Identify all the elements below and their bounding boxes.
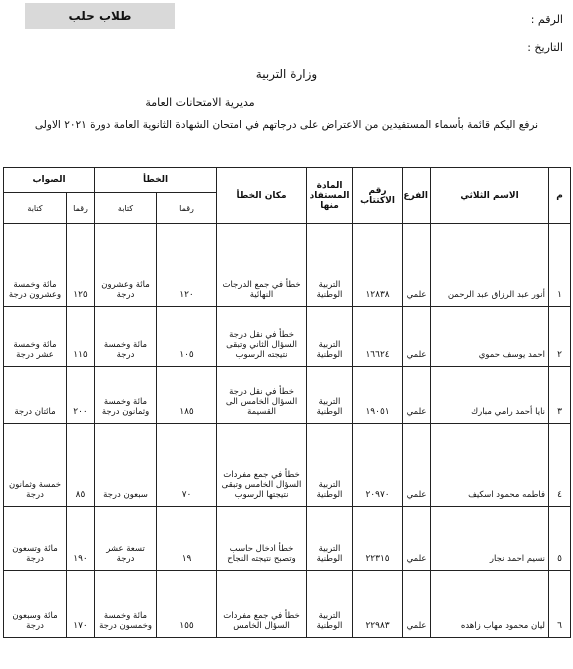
row-exam-number: ٢٢٣١٥ (353, 507, 403, 571)
row-correct-num: ١١٥ (67, 307, 95, 367)
row-wrong-num: ٧٠ (157, 424, 217, 507)
results-table (3, 167, 571, 638)
row-name: احمد يوسف حموي (431, 307, 549, 367)
date-label: التاريخ : (527, 41, 563, 54)
table-row (4, 424, 571, 507)
row-error-place: خطأ في جمع الدرجات النهائية (217, 224, 307, 307)
header-name: الاسم الثلاثي (431, 168, 549, 224)
row-index: ٣ (549, 367, 571, 424)
row-branch: علمي (403, 507, 431, 571)
header-correct: الصواب (4, 168, 95, 193)
row-correct-words: مائة وتسعون درجة (4, 507, 67, 571)
table-row (4, 507, 571, 571)
row-index: ٦ (549, 571, 571, 638)
header-subject: المادة المستفاد منها (307, 168, 353, 224)
row-exam-number: ١٦٦٢٤ (353, 307, 403, 367)
header-error-place: مكان الخطأ (217, 168, 307, 224)
reference-number-label: الرقم : (530, 13, 563, 26)
row-correct-words: مائة وسبعون درجة (4, 571, 67, 638)
ministry-title: وزارة التربية (255, 67, 318, 81)
row-error-place: خطأ ادخال حاسب وتصبح نتيجته النجاح (217, 507, 307, 571)
row-correct-words: مائتان درجة (4, 367, 67, 424)
row-correct-num: ٨٥ (67, 424, 95, 507)
row-wrong-words: مائة وخمسة وخمسون درجة (95, 571, 157, 638)
table-row (4, 571, 571, 638)
row-wrong-num: ١٢٠ (157, 224, 217, 307)
row-wrong-words: مائة وخمسة وثمانون درجة (95, 367, 157, 424)
header-wrong: الخطأ (95, 168, 217, 193)
row-name: أنور عبد الرزاق عبد الرحمن (431, 224, 549, 307)
row-index: ٥ (549, 507, 571, 571)
row-subject: التربية الوطنية (307, 507, 353, 571)
table-row (4, 224, 571, 307)
row-wrong-num: ١٩ (157, 507, 217, 571)
row-branch: علمي (403, 367, 431, 424)
row-correct-words: مائة وخمسة عشر درجة (4, 307, 67, 367)
row-wrong-num: ١٨٥ (157, 367, 217, 424)
row-subject: التربية الوطنية (307, 424, 353, 507)
row-exam-number: ١٩٠٥١ (353, 367, 403, 424)
table-row (4, 307, 571, 367)
row-correct-num: ١٧٠ (67, 571, 95, 638)
row-error-place: خطأ في جمع مفردات السؤال الخامس (217, 571, 307, 638)
row-error-place: خطأ في نقل درجة السؤال الخامس الى القسيمة (217, 367, 307, 424)
notice-text: نرفع اليكم قائمة بأسماء المستفيدين من الاعتراض على درجاتهم في امتحان الشهادة الثانوية العامة دورة ٢٠٢١ الاولى (34, 119, 539, 131)
row-correct-words: مائة وخمسة وعشرون درجة (4, 224, 67, 307)
row-wrong-num: ١٥٥ (157, 571, 217, 638)
row-name: نايا أحمد رامي مبارك (431, 367, 549, 424)
row-wrong-words: سبعون درجة (95, 424, 157, 507)
row-index: ١ (549, 224, 571, 307)
row-name: ليان محمود مهاب زاهده (431, 571, 549, 638)
row-correct-num: ٢٠٠ (67, 367, 95, 424)
header-wrong-num: رقما (157, 193, 217, 224)
header-wrong-words: كتابة (95, 193, 157, 224)
header-correct-words: كتابة (4, 193, 67, 224)
row-wrong-words: مائة وخمسة درجة (95, 307, 157, 367)
header-index: م (549, 168, 571, 224)
row-wrong-num: ١٠٥ (157, 307, 217, 367)
row-branch: علمي (403, 224, 431, 307)
row-correct-num: ١٢٥ (67, 224, 95, 307)
row-subject: التربية الوطنية (307, 367, 353, 424)
row-name: فاطمه محمود اسكيف (431, 424, 549, 507)
row-subject: التربية الوطنية (307, 224, 353, 307)
header-branch: الفرع (403, 168, 431, 224)
row-exam-number: ٢٢٩٨٣ (353, 571, 403, 638)
row-exam-number: ١٢٨٣٨ (353, 224, 403, 307)
row-branch: علمي (403, 307, 431, 367)
row-wrong-words: مائة وعشرون درجة (95, 224, 157, 307)
header-exam-number: رقم الاكتتاب (353, 168, 403, 224)
row-subject: التربية الوطنية (307, 307, 353, 367)
header-correct-num: رقما (67, 193, 95, 224)
row-index: ٢ (549, 307, 571, 367)
row-branch: علمي (403, 424, 431, 507)
row-exam-number: ٢٠٩٧٠ (353, 424, 403, 507)
row-wrong-words: تسعة عشر درجة (95, 507, 157, 571)
row-error-place: خطأ في جمع مفردات السؤال الخامس وتبقى نتيجتها الرسوب (217, 424, 307, 507)
row-correct-num: ١٩٠ (67, 507, 95, 571)
row-name: نسيم احمد نجار (431, 507, 549, 571)
directorate-title: مديرية الامتحانات العامة (145, 96, 255, 109)
table-row (4, 367, 571, 424)
row-subject: التربية الوطنية (307, 571, 353, 638)
row-correct-words: خمسة وثمانون درجة (4, 424, 67, 507)
row-error-place: خطأ في نقل درجة السؤال الثاني وتبقى نتيجته الرسوب (217, 307, 307, 367)
school-tag: طلاب حلب (25, 3, 175, 29)
row-index: ٤ (549, 424, 571, 507)
row-branch: علمي (403, 571, 431, 638)
